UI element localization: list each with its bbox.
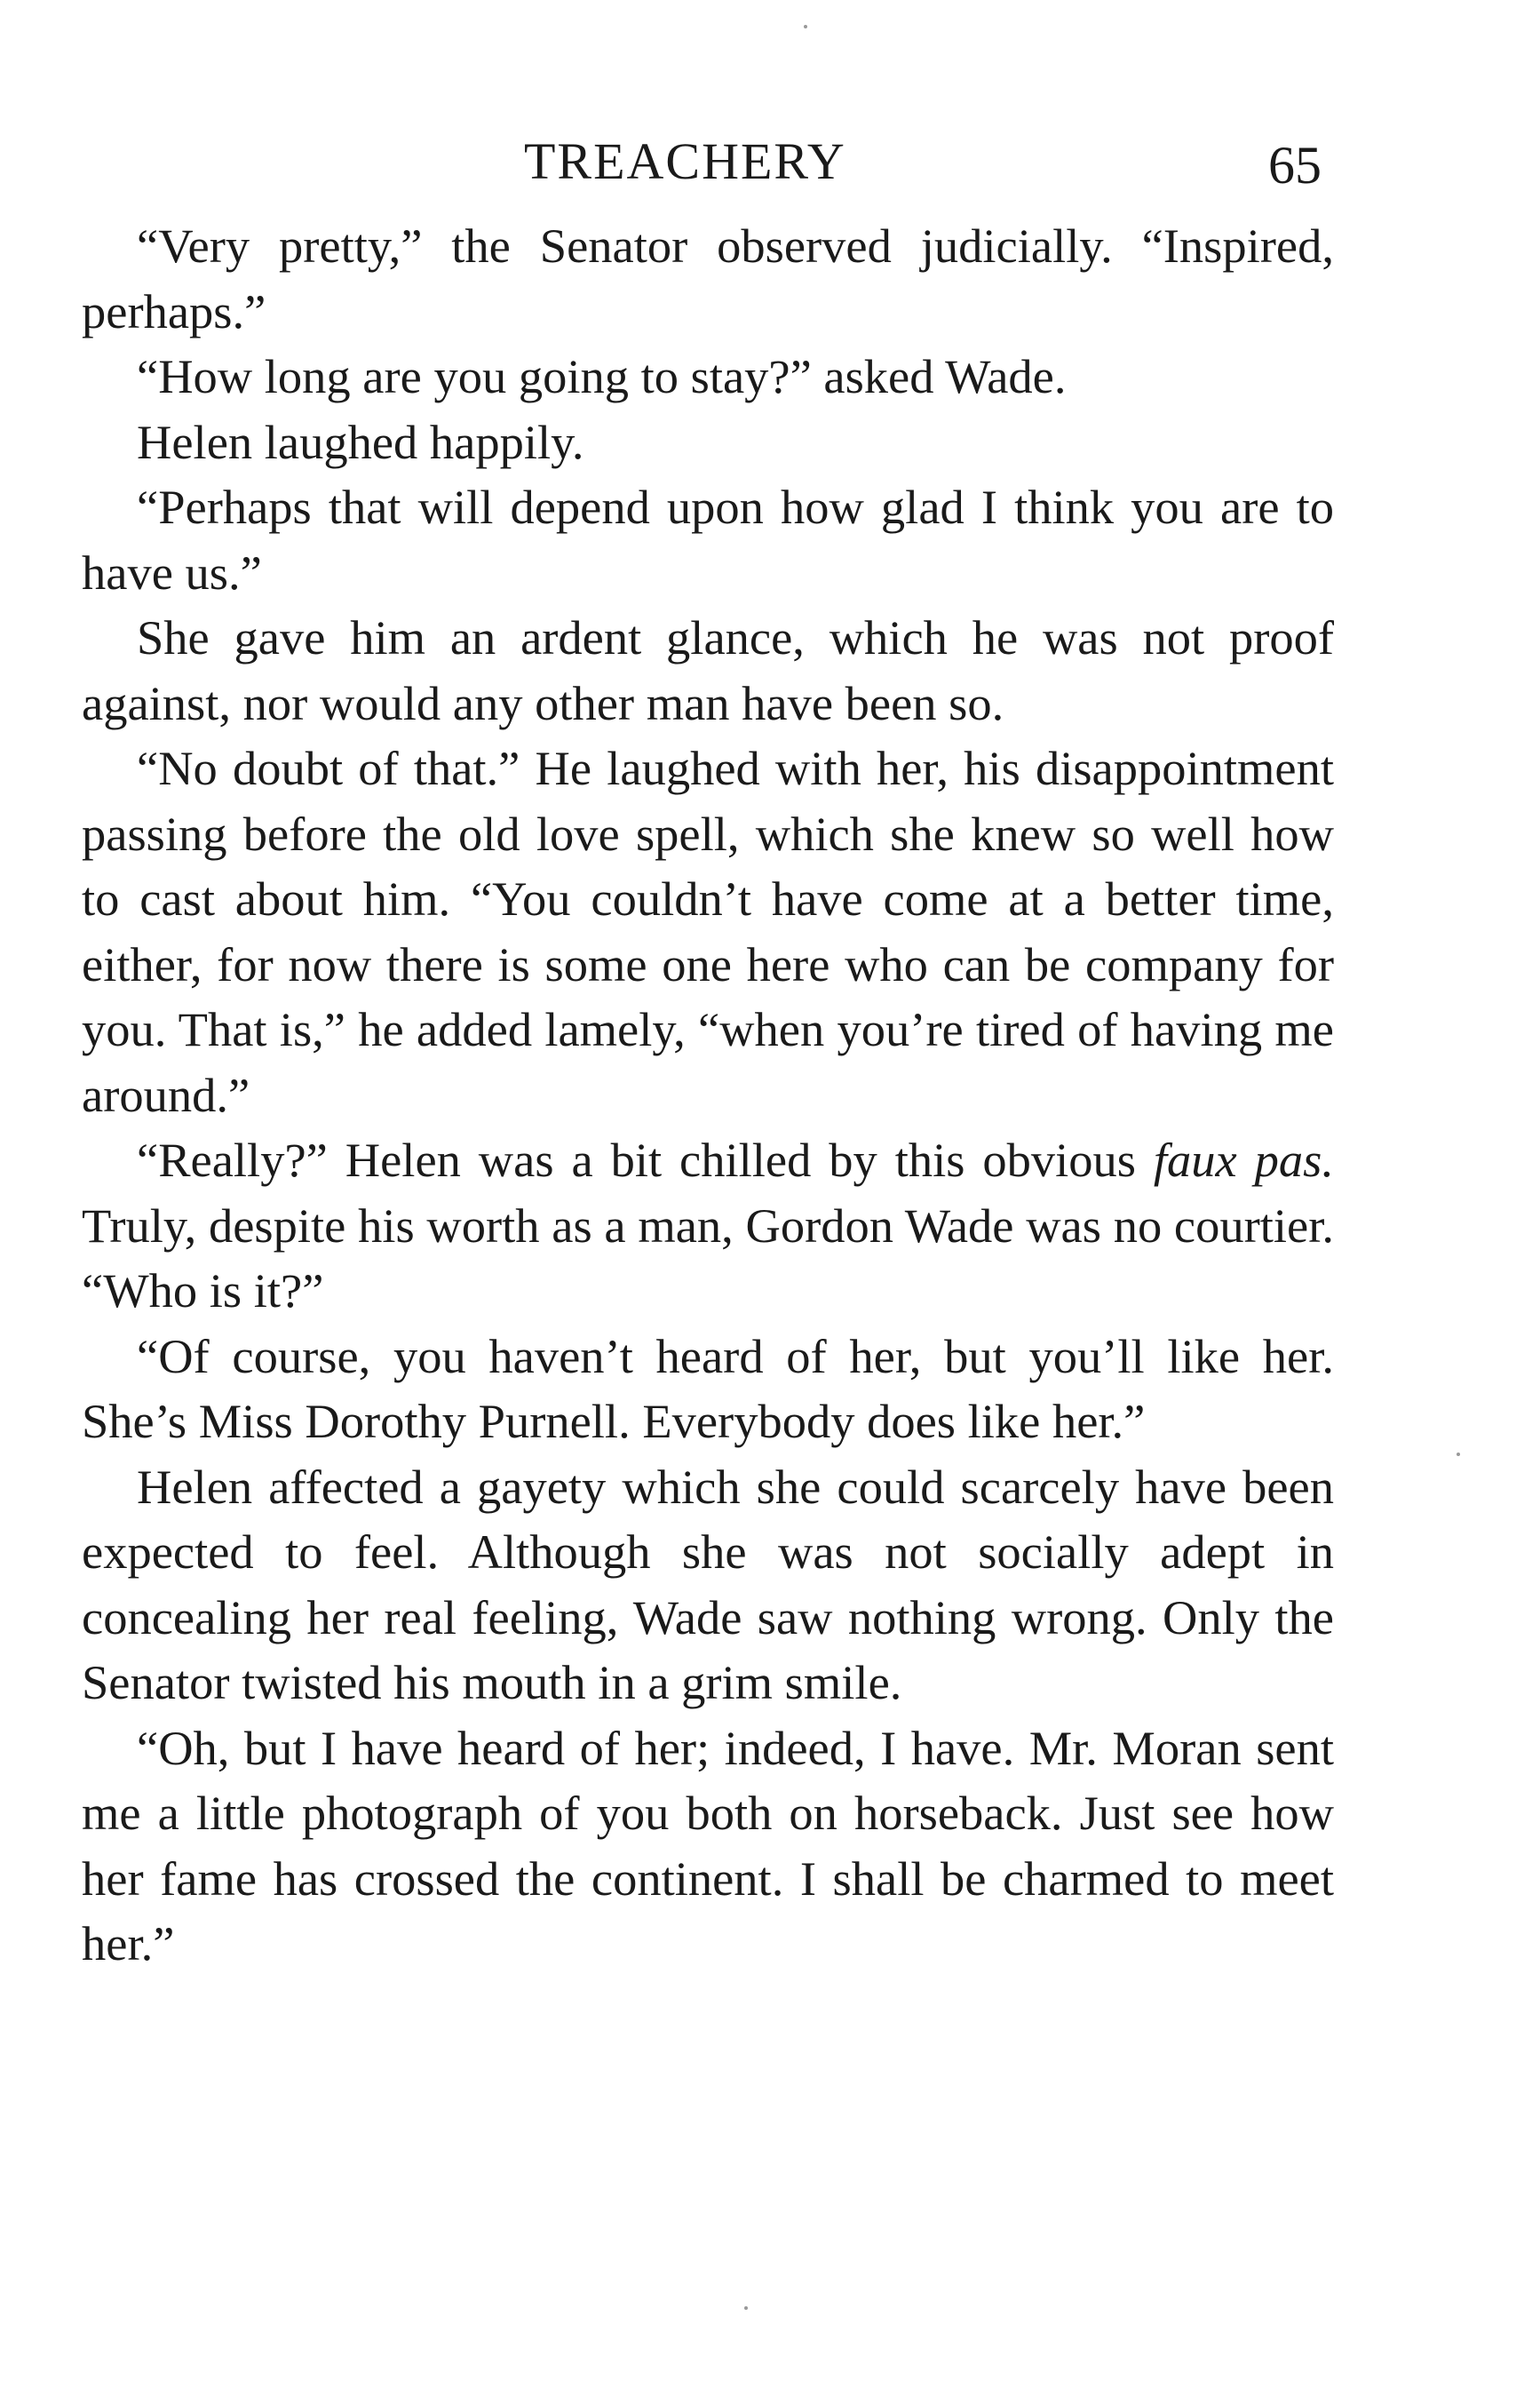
body-text [82,213,1334,1977]
scan-speck [804,25,807,28]
paragraph: “Oh, but I have heard of her; indeed, I have. Mr. Moran sent me a little photograph of you both on horseback. Just see how her fame has crossed the continent. I shall be charmed to meet her.” [82,1720,1334,1970]
page-number: 65 [1268,136,1322,195]
page-header [0,126,1540,197]
paragraph-text: “Really?” Helen was a bit chilled by this obvious [137,1133,1154,1187]
running-title: TREACHERY [524,132,846,190]
paragraph: Helen affected a gayety which she could scarcely have been expected to feel. Although she was not socially adept in concealing her real feeling, Wade saw nothing wrong. Only the Senator twisted his mouth in a grim smile. [82,1459,1334,1709]
paragraph: Helen laughed happily. [137,414,584,469]
paragraph [82,1127,1334,1324]
scan-speck [1457,1453,1460,1456]
scan-speck [744,2306,748,2310]
paragraph: “How long are you going to stay?” asked Wade. [137,349,1067,403]
paragraph: “Perhaps that will depend upon how glad I think you are to have us.” [82,480,1334,600]
paragraph: “No doubt of that.” He laughed with her, his disappointment passing before the old love spell, which she knew so well how to cast about him. “You couldn’t have come at a better time, either, for now there is some one here who can be company for you. That is,” he added lamely, “when you’re tired of having me around.” [82,741,1334,1122]
paragraph: She gave him an ardent glance, which he was not proof against, nor would any other man have been so. [82,610,1334,730]
paragraph: “Of course, you haven’t heard of her, but you’ll like her. She’s Miss Dorothy Purnell. Everybody does like her.” [82,1328,1334,1448]
paragraph: “Very pretty,” the Senator observed judicially. “Inspired, perhaps.” [82,219,1334,338]
paragraph-text: Truly, despite his worth as a man, Gordon Wade was no courtier. “Who is it?” [82,1198,1334,1317]
italic-phrase: faux pas. [1153,1133,1334,1187]
